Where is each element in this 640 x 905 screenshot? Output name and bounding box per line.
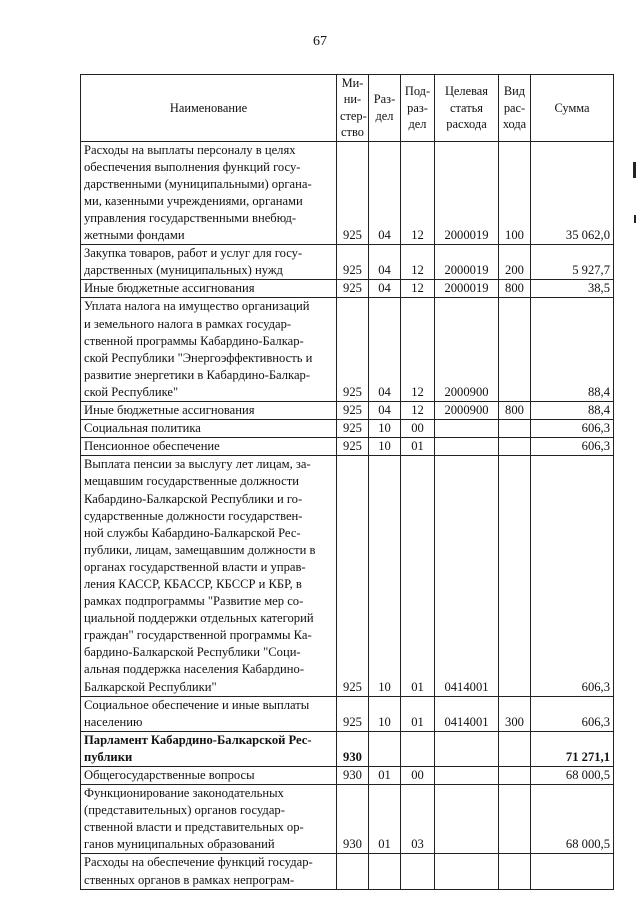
row-target: 2000019 <box>435 245 499 280</box>
row-name: Парламент Кабардино-Балкарской Рес- публики <box>81 731 337 766</box>
row-ministry: 925 <box>337 298 369 402</box>
row-name: Закупка товаров, работ и услуг для госу- дарственных (муниципальных) нужд <box>81 245 337 280</box>
row-sum <box>531 854 614 889</box>
row-section: 04 <box>369 245 401 280</box>
table-row <box>81 456 614 696</box>
row-expense-type <box>499 785 531 854</box>
row-name: Функционирование законодательных (представительных) органов государ- ственной власти и представительных ор- ганов муниципальных образований <box>81 785 337 854</box>
row-section <box>369 731 401 766</box>
row-target <box>435 854 499 889</box>
row-sum: 606,3 <box>531 456 614 696</box>
col-header-expense-type-label: Вид рас- хода <box>502 84 527 132</box>
col-header-target-label: Целевая статья расхода <box>444 84 489 132</box>
row-section: 04 <box>369 298 401 402</box>
row-expense-type: 200 <box>499 245 531 280</box>
row-target <box>435 785 499 854</box>
row-section: 10 <box>369 456 401 696</box>
row-name: Расходы на выплаты персоналу в целях обеспечения выполнения функций госу- дарственными (муниципальными) органа- ми, казенными учреждениями, органами управления государственными внебюд- жетными фондами <box>81 141 337 245</box>
row-sum: 68 000,5 <box>531 767 614 785</box>
row-subsection: 12 <box>401 245 435 280</box>
row-expense-type <box>499 298 531 402</box>
table-row <box>81 280 614 298</box>
row-name: Общегосударственные вопросы <box>81 767 337 785</box>
row-target <box>435 767 499 785</box>
row-subsection: 12 <box>401 402 435 420</box>
row-section: 04 <box>369 141 401 245</box>
table-row <box>81 785 614 854</box>
row-name: Уплата налога на имущество организаций и земельного налога в рамках государ- ственной программы Кабардино-Балкар- ской Республики "Энергоэффективность и развитие энергетики в Кабардино-Балкар- ской Республике" <box>81 298 337 402</box>
table-header-row <box>81 75 614 142</box>
row-expense-type <box>499 456 531 696</box>
row-sum: 606,3 <box>531 438 614 456</box>
row-ministry: 925 <box>337 438 369 456</box>
row-sum: 88,4 <box>531 402 614 420</box>
row-expense-type <box>499 854 531 889</box>
page-number: 67 <box>313 34 327 49</box>
col-header-expense-type <box>499 75 531 142</box>
row-subsection <box>401 731 435 766</box>
table-row <box>81 141 614 245</box>
row-subsection: 00 <box>401 767 435 785</box>
row-ministry: 925 <box>337 402 369 420</box>
row-name: Пенсионное обеспечение <box>81 438 337 456</box>
scan-mark <box>633 162 636 178</box>
row-target: 0414001 <box>435 696 499 731</box>
row-expense-type: 100 <box>499 141 531 245</box>
table-row <box>81 420 614 438</box>
row-sum: 606,3 <box>531 696 614 731</box>
table-row <box>81 767 614 785</box>
row-ministry: 925 <box>337 280 369 298</box>
row-section <box>369 854 401 889</box>
row-section: 04 <box>369 402 401 420</box>
row-expense-type: 800 <box>499 280 531 298</box>
row-sum: 88,4 <box>531 298 614 402</box>
row-target: 2000900 <box>435 298 499 402</box>
row-expense-type <box>499 767 531 785</box>
row-ministry: 925 <box>337 420 369 438</box>
row-sum: 35 062,0 <box>531 141 614 245</box>
row-name: Расходы на обеспечение функций государ- ственных органов в рамках непрограм- <box>81 854 337 889</box>
col-header-section <box>369 75 401 142</box>
col-header-sum: Сумма <box>531 75 614 142</box>
row-sum: 606,3 <box>531 420 614 438</box>
col-header-ministry-label: Ми- ни- стер- ство <box>340 76 367 140</box>
row-subsection: 12 <box>401 141 435 245</box>
table-row <box>81 402 614 420</box>
row-sum: 71 271,1 <box>531 731 614 766</box>
scan-mark <box>634 215 636 223</box>
row-subsection: 01 <box>401 456 435 696</box>
col-header-name: Наименование <box>81 75 337 142</box>
row-subsection: 01 <box>401 696 435 731</box>
row-ministry: 925 <box>337 456 369 696</box>
budget-table <box>80 74 614 890</box>
row-section: 10 <box>369 696 401 731</box>
row-expense-type <box>499 420 531 438</box>
row-ministry: 925 <box>337 141 369 245</box>
row-subsection: 12 <box>401 280 435 298</box>
row-ministry: 930 <box>337 731 369 766</box>
row-section: 01 <box>369 785 401 854</box>
row-target: 2000900 <box>435 402 499 420</box>
row-target <box>435 731 499 766</box>
row-ministry: 925 <box>337 696 369 731</box>
row-ministry <box>337 854 369 889</box>
row-ministry: 930 <box>337 767 369 785</box>
row-target: 0414001 <box>435 456 499 696</box>
row-subsection <box>401 854 435 889</box>
row-expense-type: 800 <box>499 402 531 420</box>
col-header-target <box>435 75 499 142</box>
row-section: 10 <box>369 420 401 438</box>
col-header-section-label: Раз- дел <box>373 92 396 123</box>
row-sum: 38,5 <box>531 280 614 298</box>
row-section: 01 <box>369 767 401 785</box>
row-sum: 5 927,7 <box>531 245 614 280</box>
row-expense-type: 300 <box>499 696 531 731</box>
row-name: Социальное обеспечение и иные выплаты населению <box>81 696 337 731</box>
table-row <box>81 696 614 731</box>
table-row <box>81 298 614 402</box>
row-target <box>435 438 499 456</box>
row-name: Иные бюджетные ассигнования <box>81 402 337 420</box>
row-section: 10 <box>369 438 401 456</box>
row-subsection: 00 <box>401 420 435 438</box>
row-subsection: 01 <box>401 438 435 456</box>
row-expense-type <box>499 731 531 766</box>
row-ministry: 930 <box>337 785 369 854</box>
col-header-ministry <box>337 75 369 142</box>
col-header-subsection <box>401 75 435 142</box>
row-sum: 68 000,5 <box>531 785 614 854</box>
table-row <box>81 731 614 766</box>
row-name: Иные бюджетные ассигнования <box>81 280 337 298</box>
row-name: Социальная политика <box>81 420 337 438</box>
table-row <box>81 854 614 889</box>
row-ministry: 925 <box>337 245 369 280</box>
table-row <box>81 438 614 456</box>
row-target: 2000019 <box>435 141 499 245</box>
row-subsection: 03 <box>401 785 435 854</box>
row-subsection: 12 <box>401 298 435 402</box>
col-header-subsection-label: Под- раз- дел <box>404 84 431 132</box>
row-target: 2000019 <box>435 280 499 298</box>
row-section: 04 <box>369 280 401 298</box>
row-name: Выплата пенсии за выслугу лет лицам, за- мещавшим государственные должности Кабардино-Балкарской Республики и го- сударственные должности государствен- ной службы Кабардино-Балкарской Рес- публики, лицам, замещавшим должности в органах государственной власти и управ- ления КАССР, КБАССР, КБССР и КБР, в рамках подпрограммы "Развитие мер со- циальной поддержки отдельных категорий граждан" государственной программы Ка- бардино-Балкарской Республики "Соци- альная поддержка населения Кабардино- Балкарской Республики" <box>81 456 337 696</box>
row-target <box>435 420 499 438</box>
row-expense-type <box>499 438 531 456</box>
table-row <box>81 245 614 280</box>
